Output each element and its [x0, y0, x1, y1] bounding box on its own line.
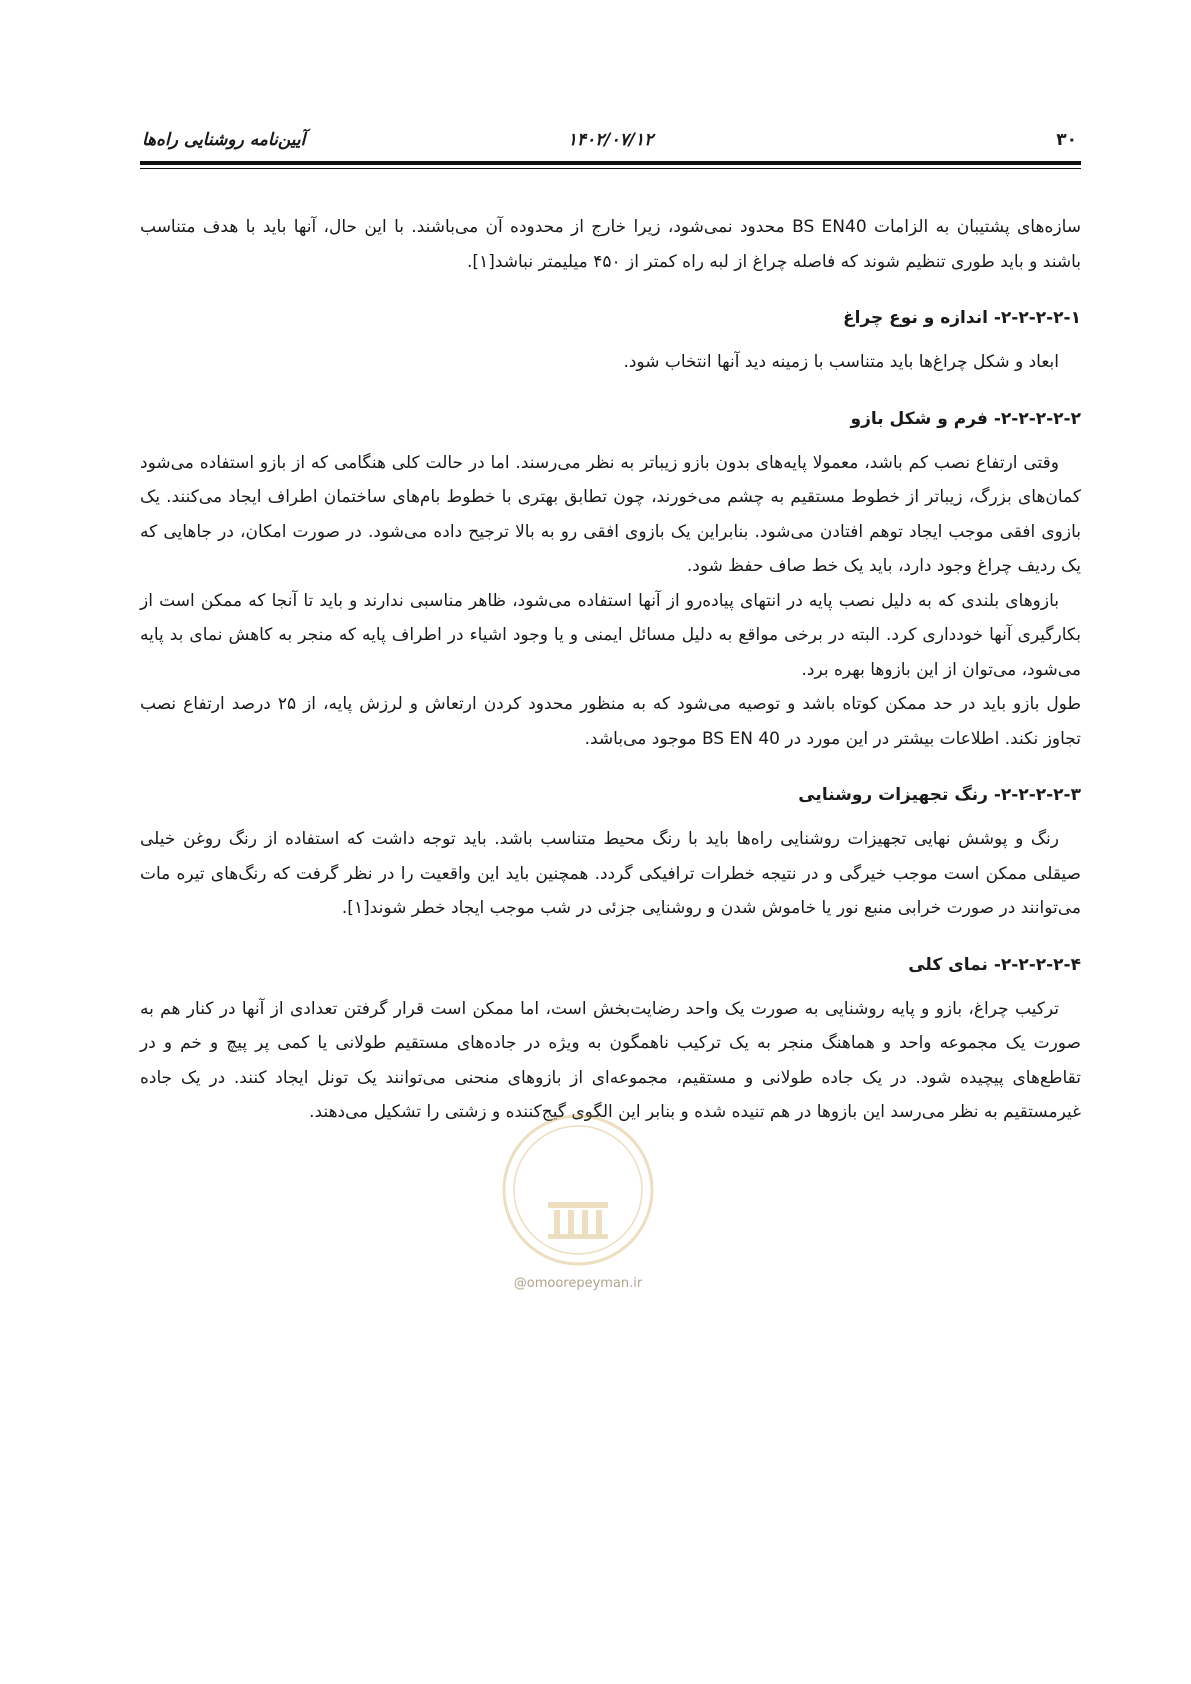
- section-arm-shape-paragraph-2: بازوهای بلندی که به دلیل نصب پایه در انتهای پیاده‌رو از آنها استفاده می‌شود، ظاهر مناسبی ندارند و باید تا آنجا که ممکن است از بکارگیری آنها خودداری کرد. البته در برخی مواقع به دلیل مسائل ایمنی و یا وجود اشیاء در اطراف پایه که منجر به کاهش نمای بد پایه می‌شود، می‌توان از این بازوها بهره برد.: [140, 590, 1081, 680]
- header-rule-thin: [140, 168, 1081, 169]
- section-heading-overall-view: ۲-۲-۲-۲-۴- نمای کلی: [908, 954, 1081, 975]
- section-heading-lamp-size: ۲-۲-۲-۲-۱- اندازه و نوع چراغ: [842, 308, 1081, 328]
- page-content: [140, 210, 1081, 1130]
- page-number: ۳۰: [1056, 130, 1077, 150]
- section-heading-equipment-color: ۲-۲-۲-۲-۳- رنگ تجهیزات روشنایی: [798, 785, 1081, 805]
- document-date: ۱۴۰۲/۰۷/۱۲: [567, 130, 654, 150]
- section-arm-shape-paragraph-1: وقتی ارتفاع نصب کم باشد، معمولا پایه‌های بدون بازو زیباتر به نظر می‌رسند. اما در حالت کلی هنگامی که از بازو استفاده می‌شود کمان‌های بزرگ، زیباتر از خطوط مستقیم به چشم می‌خورند، چون تطابق بهتری با خطوط بام‌های ساختمان اطراف ایجاد می‌کنند. یک بازوی افقی موجب ایجاد توهم افتادن می‌شود. بنابراین یک بازوی افقی رو به بالا ترجیح داده می‌شود. در صورت امکان، در جاهایی که یک ردیف چراغ وجود دارد، باید یک خط صاف حفظ شود.: [140, 452, 1081, 576]
- page-header: [140, 122, 1081, 156]
- watermark-logo: [498, 1110, 658, 1270]
- intro-paragraph: سازه‌های پشتیبان به الزامات BS EN40 محدود نمی‌شود، زیرا خارج از محدوده آن می‌باشند. با این حال، آنها باید با هدف متناسب باشند و باید طوری تنظیم شوند که فاصله چراغ از لبه راه کمتر از ۴۵۰ میلیمتر نباشد[۱].: [140, 217, 1081, 272]
- section-heading-arm-shape: ۲-۲-۲-۲-۲- فرم و شکل بازو: [850, 408, 1081, 429]
- watermark-site: @omoorepeyman.ir: [513, 1276, 643, 1291]
- section-equipment-color-paragraph: رنگ و پوشش نهایی تجهیزات روشنایی راه‌ها باید با رنگ محیط متناسب باشد. باید توجه داشت که استفاده از رنگ روغن خیلی صیقلی ممکن است موجب خیرگی و در نتیجه خطرات ترافیکی گردد. همچنین باید این واقعیت را در نظر گرفت که رنگ‌های تیره مات می‌توانند در صورت خرابی منبع نور یا خاموش شدن و روشنایی جزئی در شب موجب ایجاد خطر شوند[۱].: [140, 829, 1081, 918]
- section-arm-shape-paragraph-3: طول بازو باید در حد ممکن کوتاه باشد و توصیه می‌شود که به منظور محدود کردن ارتعاش و لرزش پایه، از ۲۵ درصد ارتفاع نصب تجاوز نکند. اطلاعات بیشتر در این مورد در BS EN 40 موجود می‌باشد.: [140, 694, 1081, 749]
- section-overall-view-paragraph: ترکیب چراغ، بازو و پایه روشنایی به صورت یک واحد رضایت‌بخش است، اما ممکن است قرار گرفتن تعدادی از آنها در کنار هم به صورت یک مجموعه واحد و هماهنگ منجر به یک ترکیب ناهمگون به ویژه در جاده‌های مستقیم طولانی یا کمی پر پیچ و خم و در تقاطع‌های پیچیده شود. در یک جاده طولانی و مستقیم، مجموعه‌ای از بازوهای منحنی می‌توانند یک تونل ایجاد کنند. در یک جاده غیرمستقیم به نظر می‌رسد این بازوها در هم تنیده شده و بنابر این الگوی گیج‌کننده و زشتی را تشکیل می‌دهند.: [140, 998, 1081, 1122]
- header-rule-thick: [140, 161, 1081, 165]
- document-title: آیین‌نامه روشنایی راه‌ها: [142, 130, 306, 150]
- section-lamp-size-paragraph: ابعاد و شکل چراغ‌ها باید متناسب با زمینه دید آنها انتخاب شود.: [623, 352, 1059, 372]
